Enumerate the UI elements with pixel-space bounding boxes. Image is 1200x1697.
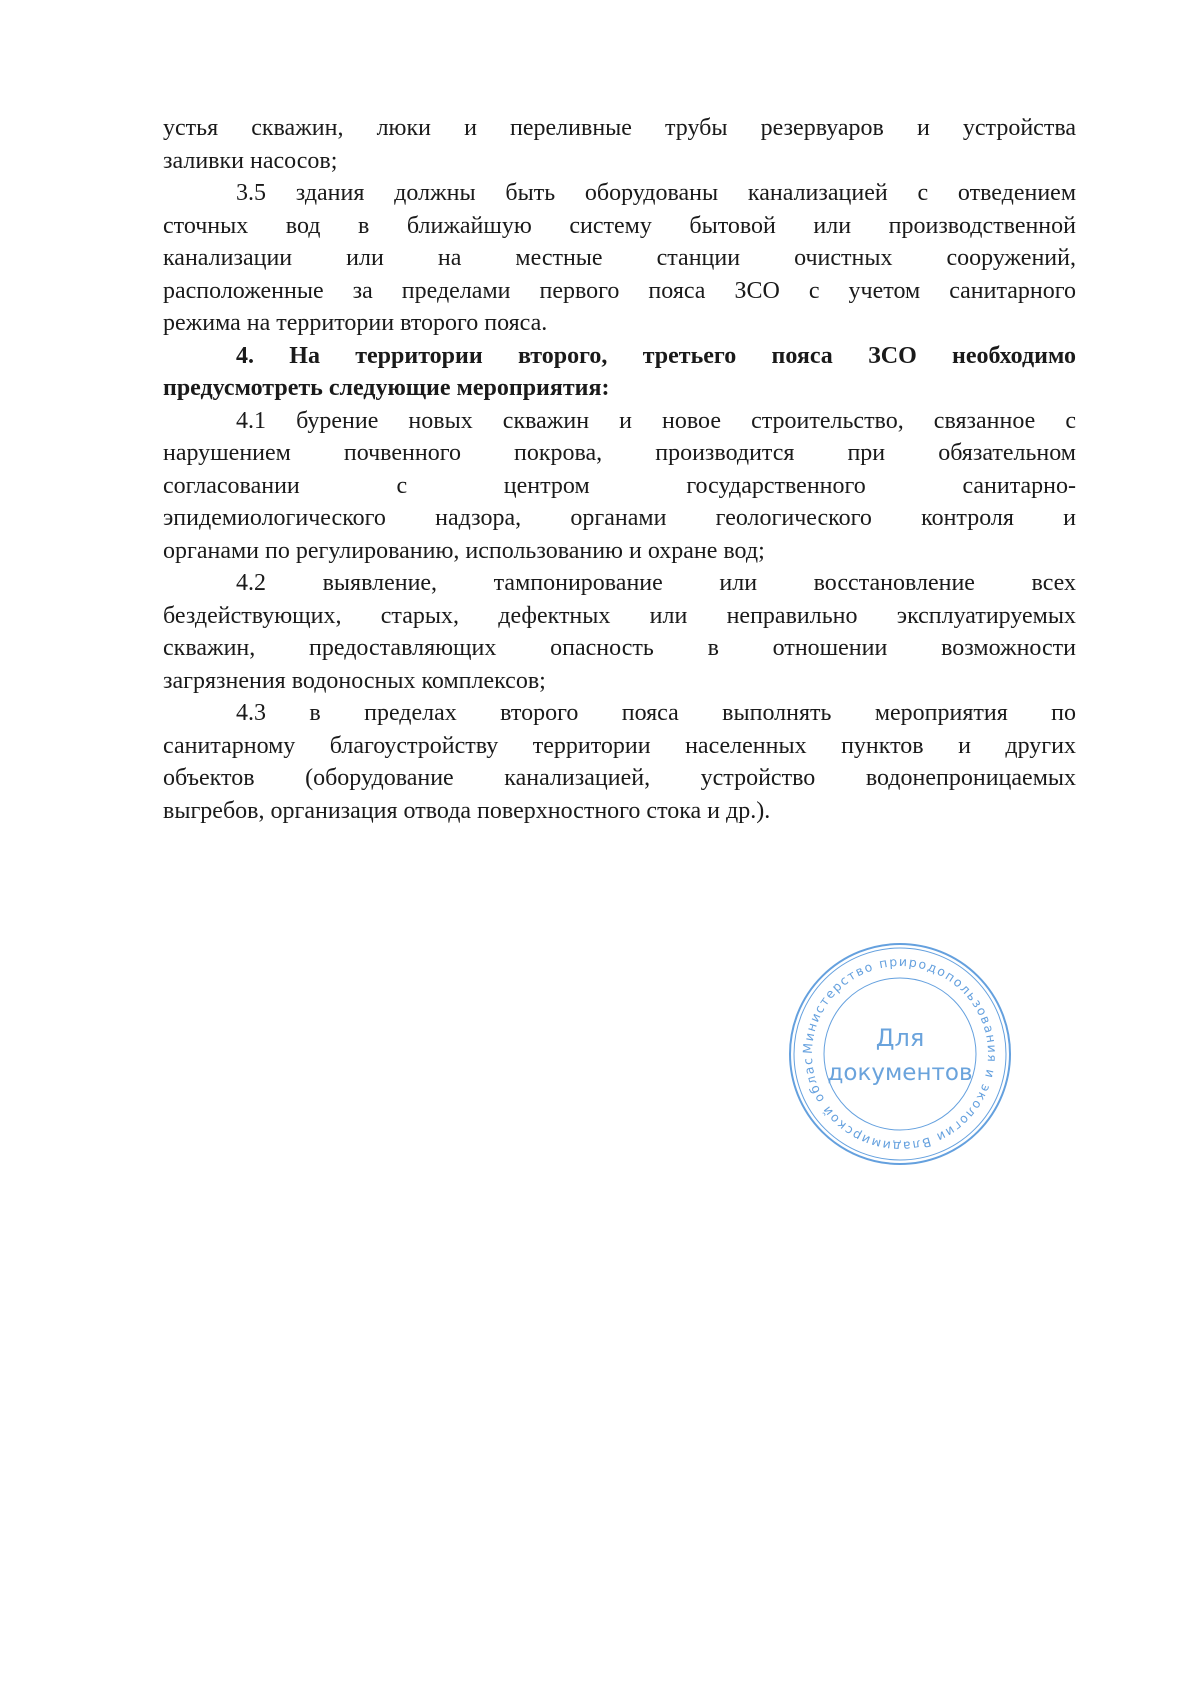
text-line: 4.3 в пределах второго пояса выполнять мероприятия по: [236, 700, 1076, 726]
text-line: заливки насосов;: [163, 147, 338, 174]
text-line: предусмотреть следующие мероприятия:: [163, 375, 610, 401]
text-line: канализации или на местные станции очистных сооружений,: [163, 245, 1076, 271]
stamp-center-line1: Для: [875, 1024, 925, 1052]
stamp-ring-text: Министерство природопользования и экологии Владимирской облас: [799, 953, 1001, 1155]
text-line: устья скважин, люки и переливные трубы резервуаров и устройства: [163, 115, 1076, 141]
paragraph-3-5: [163, 177, 1076, 340]
stamp-seal: [786, 940, 1014, 1168]
text-line: выгребов, организация отвода поверхностного стока и др.).: [163, 797, 771, 824]
paragraph-4-1: [163, 405, 1076, 568]
text-line: нарушением почвенного покрова, производится при обязательном: [163, 440, 1076, 466]
text-line: 4.2 выявление, тампонирование или восстановление всех: [236, 570, 1076, 596]
text-line: согласовании с центром государственного санитарно-: [163, 472, 1076, 499]
text-line: органами по регулированию, использованию и охране вод;: [163, 537, 765, 564]
document-body: [163, 112, 1076, 827]
text-line: эпидемиологического надзора, органами геологического контроля и: [163, 505, 1076, 531]
official-stamp: [786, 940, 1014, 1168]
section-heading-4: [163, 340, 1076, 405]
text-line: 4.1 бурение новых скважин и новое строительство, связанное с: [236, 407, 1076, 434]
paragraph-4-3: [163, 697, 1076, 827]
text-line: скважин, предоставляющих опасность в отношении возможности: [163, 635, 1076, 661]
text-line: режима на территории второго пояса.: [163, 310, 548, 336]
text-line: бездействующих, старых, дефектных или неправильно эксплуатируемых: [163, 602, 1076, 629]
text-line: 4. На территории второго, третьего пояса ЗСО необходимо: [236, 342, 1076, 369]
stamp-center-line2: документов: [827, 1060, 973, 1086]
paragraph-4-2: [163, 567, 1076, 697]
text-line: сточных вод в ближайшую систему бытовой или производственной: [163, 212, 1076, 239]
text-line: санитарному благоустройству территории населенных пунктов и других: [163, 732, 1076, 759]
paragraph-continuation: [163, 112, 1076, 177]
text-line: расположенные за пределами первого пояса ЗСО с учетом санитарного: [163, 277, 1076, 304]
text-line: 3.5 здания должны быть оборудованы канализацией с отведением: [236, 180, 1076, 206]
text-line: загрязнения водоносных комплексов;: [163, 667, 546, 694]
text-line: объектов (оборудование канализацией, устройство водонепроницаемых: [163, 765, 1076, 791]
